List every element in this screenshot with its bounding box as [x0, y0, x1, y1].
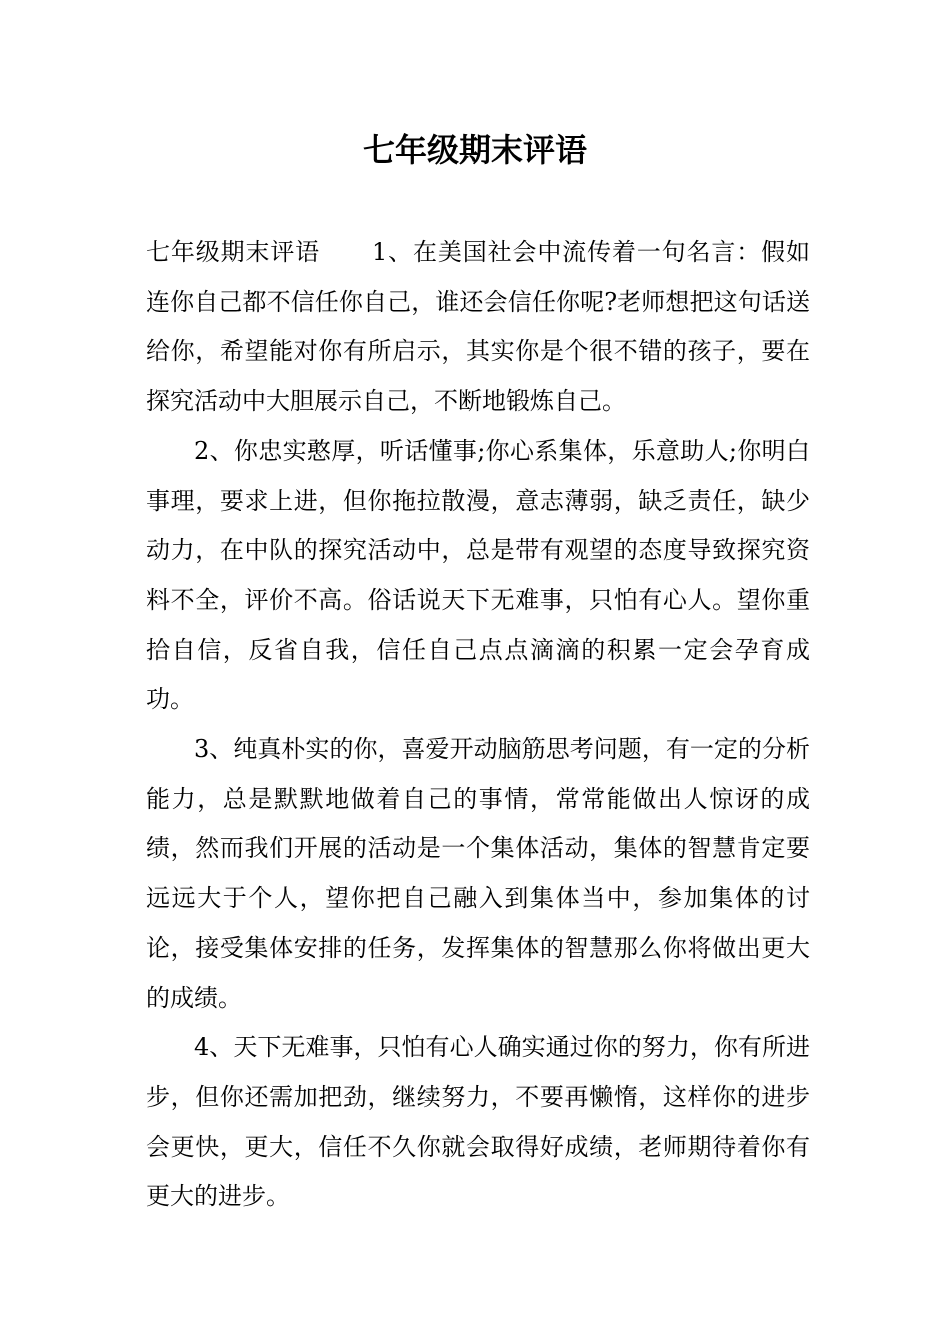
document-body: [146, 228, 810, 1222]
paragraph-1: [146, 228, 810, 427]
paragraph-1-text: 1、在美国社会中流传着一句名言：假如连你自己都不信任你自己，谁还会信任你呢?老师想把这句话送给你，希望能对你有所启示，其实你是个很不错的孩子，要在探究活动中大胆展示自己，不断地锻炼自己。: [146, 238, 810, 416]
paragraph-3: 3、纯真朴实的你，喜爱开动脑筋思考问题，有一定的分析能力，总是默默地做着自己的事情，常常能做出人惊讶的成绩，然而我们开展的活动是一个集体活动，集体的智慧肯定要远远大于个人，望你把自己融入到集体当中，参加集体的讨论，接受集体安排的任务，发挥集体的智慧那么你将做出更大的成绩。: [146, 735, 810, 1012]
paragraph-2: 2、你忠实憨厚，听话懂事;你心系集体，乐意助人;你明白事理，要求上进，但你拖拉散漫，意志薄弱，缺乏责任，缺少动力，在中队的探究活动中，总是带有观望的态度导致探究资料不全，评价不高。俗话说天下无难事，只怕有心人。望你重拾自信，反省自我，信任自己点点滴滴的积累一定会孕育成功。: [146, 436, 810, 714]
document-title: 七年级期末评语: [362, 131, 587, 169]
paragraph-4: 4、天下无难事，只怕有心人确实通过你的努力，你有所进步，但你还需加把劲，继续努力，不要再懒惰，这样你的进步会更快，更大，信任不久你就会取得好成绩，老师期待着你有更大的进步。: [146, 1033, 810, 1211]
intro-label: 七年级期末评语: [146, 238, 321, 266]
